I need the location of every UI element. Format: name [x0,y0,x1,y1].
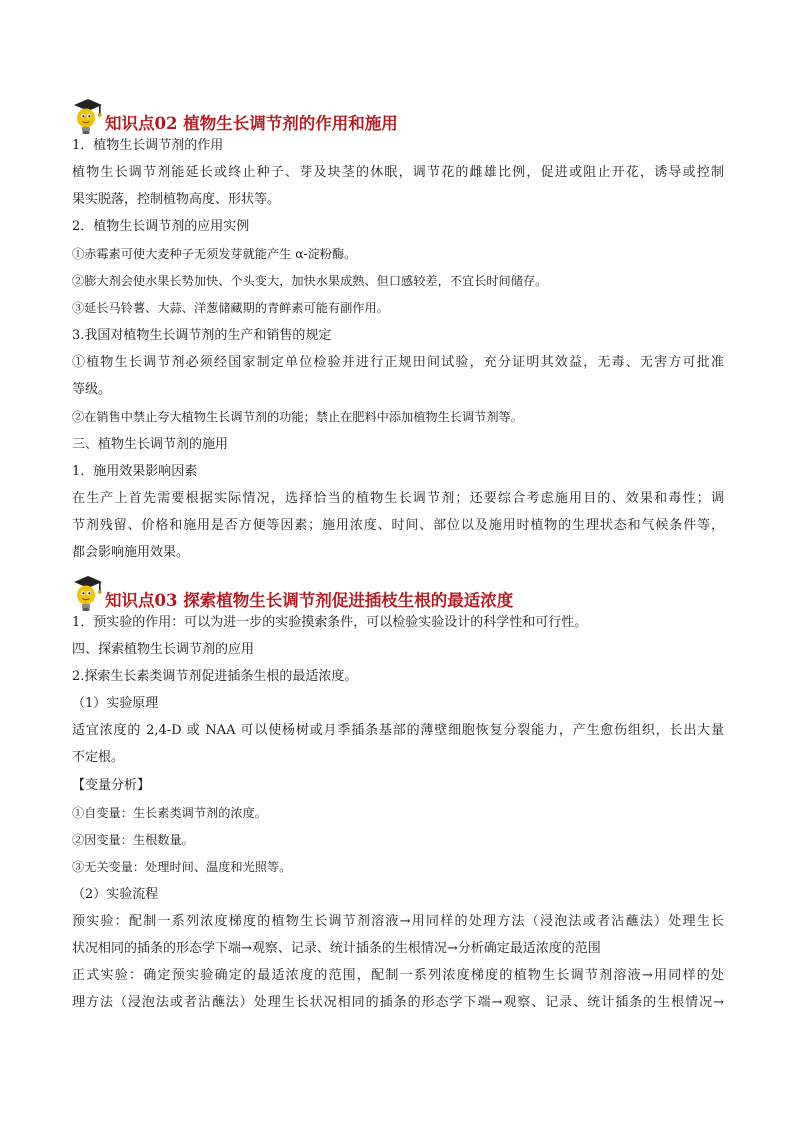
mascot-graduate-icon [70,96,104,136]
text-line: 四、探索植物生长调节剂的应用 [72,642,255,657]
text-line: ②因变量：生根数量。 [72,833,194,847]
text-line: 1．预实验的作用：可以为进一步的实验摸索条件，可以检验实验设计的科学性和可行性。 [72,615,588,630]
text-line: ①植物生长调节剂必须经国家制定单位检验并进行正规田间试验，充分证明其效益，无毒、无害方可批准 [72,355,724,370]
text-line: （1）实验原理 [72,696,159,711]
text-line: 2．植物生长调节剂的应用实例 [72,219,250,234]
text-line: ②在销售中禁止夸大植物生长调节剂的功能；禁止在肥料中添加植物生长调节剂等。 [72,410,523,424]
section-title: 知识点03 探索植物生长调节剂促进插枝生根的最适浓度 [105,591,514,610]
text-line: 1．植物生长调节剂的作用 [72,138,224,153]
text-line: 不定根。 [72,750,125,765]
mascot-graduate-icon [70,573,104,613]
section-heading-03 [70,573,513,613]
text-line: 植物生长调节剂能延长或终止种子、芽及块茎的休眠，调节花的雌雄比例，促进或阻止开花，诱导或控制 [72,165,724,180]
text-line: 节剂残留、价格和施用是否方便等因素；施用浓度、时间、部位以及施用时植物的生理状态和气候条件等， [72,518,724,533]
text-line: 适宜浓度的 2,4-D 或 NAA 可以使杨树或月季插条基部的薄壁细胞恢复分裂能力，产生愈伤组织，长出大量 [72,723,724,738]
text-line: 【变量分析】 [72,778,151,793]
section-title: 知识点02 植物生长调节剂的作用和施用 [105,114,398,133]
text-line: ①赤霉素可使大麦种子无须发芽就能产生 α-淀粉酶。 [72,247,357,261]
text-line: 正式实验：确定预实验确定的最适浓度的范围，配制一系列浓度梯度的植物生长调节剂溶液→用同样的处 [72,968,724,983]
text-line: （2）实验流程 [72,887,159,902]
text-line: 状况相同的插条的形态学下端→观察、记录、统计插条的生根情况→分析确定最适浓度的范围 [72,941,601,956]
text-line: 2.探索生长素类调节剂促进插条生根的最适浓度。 [72,669,358,684]
text-line: 等级。 [72,382,112,397]
section-heading-02 [70,96,398,136]
text-line: ②膨大剂会使水果长势加快、个头变大，加快水果成熟、但口感较差，不宜长时间储存。 [72,274,548,288]
text-line: 预实验：配制一系列浓度梯度的植物生长调节剂溶液→用同样的处理方法（浸泡法或者沾蘸法）处理生长 [72,914,724,929]
text-line: ③无关变量：处理时间、温度和光照等。 [72,860,292,874]
text-line: 都会影响施用效果。 [72,545,190,560]
text-line: 理方法（浸泡法或者沾蘸法）处理生长状况相同的插条的形态学下端→观察、记录、统计插条的生根情况→ [72,995,724,1010]
text-line: ③延长马铃薯、大蒜、洋葱储藏期的青鲜素可能有副作用。 [72,301,389,315]
text-line: 三、植物生长调节剂的施用 [72,437,229,452]
text-line: 3.我国对植物生长调节剂的生产和销售的规定 [72,328,332,343]
text-line: 在生产上首先需要根据实际情况，选择恰当的植物生长调节剂；还要综合考虑施用目的、效果和毒性；调 [72,491,724,506]
text-line: ①自变量：生长素类调节剂的浓度。 [72,806,267,820]
text-line: 果实脱落，控制植物高度、形状等。 [72,192,281,207]
text-line: 1．施用效果影响因素 [72,464,198,479]
